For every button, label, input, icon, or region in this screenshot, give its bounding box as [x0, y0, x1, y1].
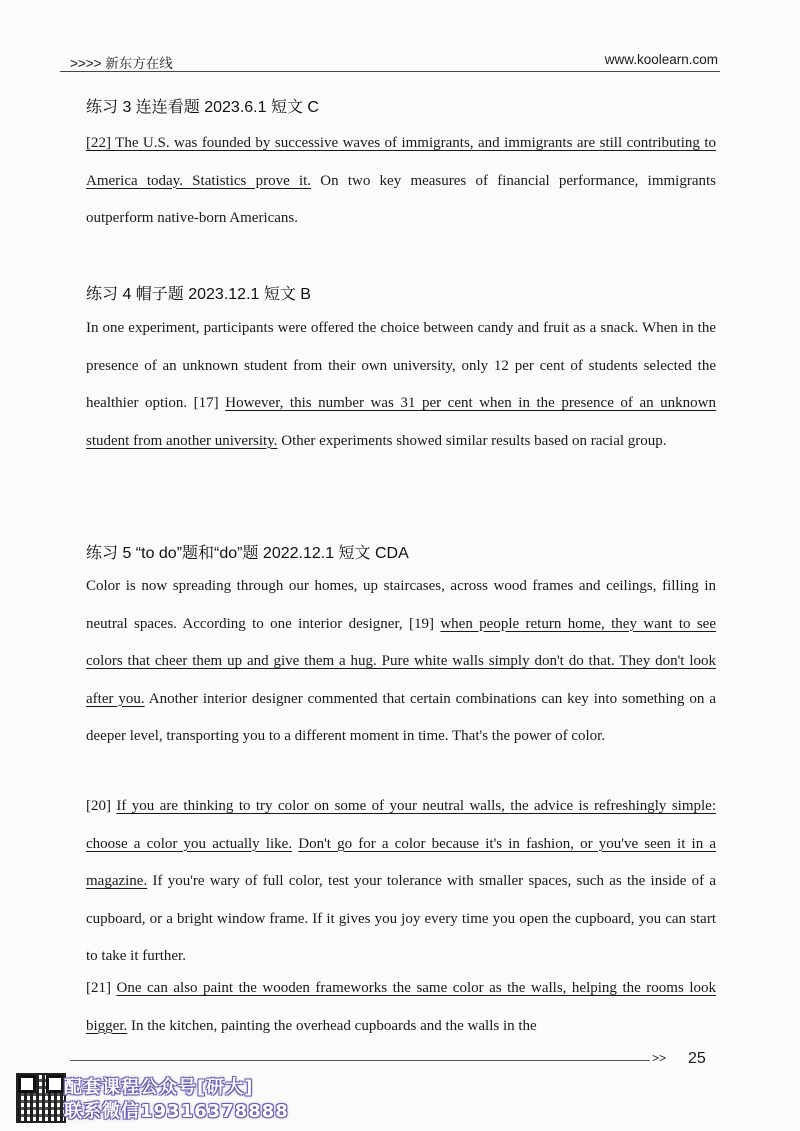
body-text: If you're wary of full color, test your tolerance with smaller spaces, such as the inside of a cupboard, or a bright window frame. If it gives you joy every time you open the cupboard, you can start to take it further.	[86, 873, 716, 964]
underlined-text: [22] The U.S. was founded by successive waves of immigrants, and immigrants are still contributing to America today. Statistics prove it.	[86, 135, 716, 189]
body-text: On two key measures of financial performance, immigrants outperform native-born Americans.	[86, 172, 716, 226]
paragraph-exercise-3	[86, 125, 716, 238]
body-text: In one experiment, participants were offered the choice between candy and fruit as a snack. When in the presence of an unknown student from their own university, only 12 per cent of students selected the healthier option. [17]	[86, 320, 716, 411]
section-title-exercise-4: 练习 4 帽子题 2023.12.1 短文 B	[86, 286, 311, 303]
header-divider	[60, 71, 720, 72]
footer-divider	[70, 1060, 650, 1061]
underlined-text: Don't go for a color because it's in fashion, or you've seen it in a magazine.	[86, 835, 717, 889]
underlined-text: If you are thinking to try color on some of your neutral walls, the advice is refreshingly simple: choose a color you actually like.	[86, 798, 716, 852]
paragraph-exercise-5-c	[86, 970, 716, 1045]
header-brand: >>>> 新东方在线	[70, 56, 173, 71]
underlined-text: One can also paint the wooden frameworks the same color as the walls, helping the rooms look bigger.	[86, 980, 716, 1034]
qr-code-icon	[16, 1073, 66, 1123]
footer-arrows: >>	[652, 1051, 667, 1065]
paragraph-exercise-4	[86, 310, 716, 460]
page-header	[70, 52, 718, 72]
body-text: Color is now spreading through our homes, up staircases, across wood frames and ceilings, filling in neutral spaces. According to one interior designer, [19]	[86, 578, 716, 632]
body-text: [20]	[86, 798, 117, 814]
body-text: Another interior designer commented that certain combinations can key into something on a deeper level, transporting you to a different moment in time. That's the power of color.	[86, 690, 716, 744]
header-url: www.koolearn.com	[604, 52, 718, 67]
section-title-exercise-5: 练习 5 “to do”题和“do”题 2022.12.1 短文 CDA	[86, 545, 409, 562]
watermark-line-2: 联系微信19316378888	[64, 1101, 289, 1122]
paragraph-exercise-5-a	[86, 568, 716, 756]
page-number: 25	[688, 1050, 706, 1067]
body-text: In the kitchen, painting the overhead cupboards and the walls in the	[127, 1017, 537, 1034]
body-text: [21]	[86, 980, 117, 996]
paragraph-exercise-5-b	[86, 788, 716, 976]
body-text: Other experiments showed similar results based on racial group.	[277, 432, 667, 449]
section-title-exercise-3: 练习 3 连连看题 2023.6.1 短文 C	[86, 99, 319, 116]
underlined-text: However, this number was 31 per cent when in the presence of an unknown student from another university.	[86, 395, 717, 449]
watermark-line-1: 配套课程公众号[研大]	[64, 1077, 254, 1098]
underlined-text: when people return home, they want to see colors that cheer them up and give them a hug. Pure white walls simply don't do that. They don't look after you.	[86, 615, 716, 707]
